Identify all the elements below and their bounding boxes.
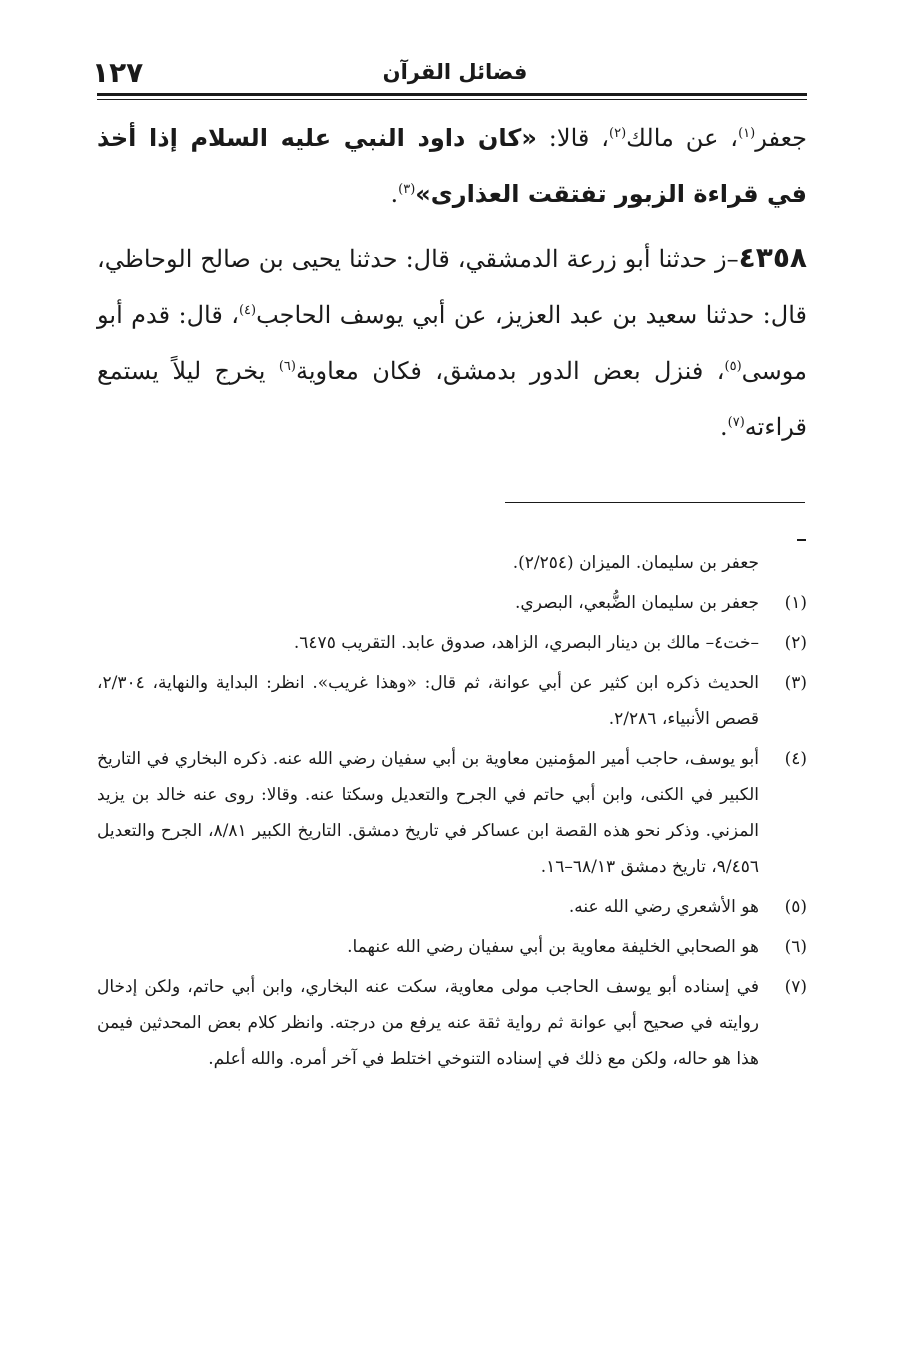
footnote-text: في إسناده أبو يوسف الحاجب مولى معاوية، سكت عنه البخاري، وابن أبي حاتم، ولكن إدخال روايته في صحيح أبي عوانة ثم رواية ثقة عنه يرفع من درجته. وانظر كلام بعض المحدثين فيمن هذا هو حاله، ولكن مع ذلك في إسناده التنوخي اختلط في آخر أمره. والله أعلم.: [97, 977, 759, 1069]
footnotes: [97, 545, 807, 1077]
footnote-number: (٦): [784, 937, 807, 957]
footnote-ref: (١): [738, 126, 756, 141]
footnote-continuation: جعفر بن سليمان. الميزان (٢/٢٥٤).: [512, 553, 759, 573]
footnote-item: [97, 665, 807, 737]
footnote-number: (٢): [784, 633, 807, 653]
footnote-number: (١): [784, 593, 807, 613]
text-segment: ، قالا:: [536, 124, 610, 152]
footnote-ref: (٣): [398, 182, 416, 197]
footnote-text: أبو يوسف، حاجب أمير المؤمنين معاوية بن أبي سفيان رضي الله عنه. ذكره البخاري في التاريخ الكبير في الكنى، وابن أبي حاتم في الجرح والتعديل وسكتا عنه. وقالا: روى عنه خالد بن يزيد المزني. وذكر نحو هذه القصة ابن عساكر في تاريخ دمشق. التاريخ الكبير ٨/٨١، الجرح والتعديل ٩/٤٥٦، تاريخ دمشق ٦٨/١٣–١٦.: [97, 749, 760, 877]
footnote-ref: (٢): [609, 126, 627, 141]
footnote-ref: (٦): [278, 359, 296, 374]
footnote-item: [97, 969, 807, 1077]
header-rule-thin: [97, 99, 807, 100]
footnote-text: –خت٤– مالك بن دينار البصري، الزاهد، صدوق عابد. التقريب ٦٤٧٥.: [293, 633, 759, 653]
footnote-ref: (٤): [238, 303, 257, 318]
text-segment: ، عن مالك: [626, 124, 739, 152]
footnote-text: الحديث ذكره ابن كثير عن أبي عوانة، ثم قال: «وهذا غريب». انظر: البداية والنهاية، ٢/٣٠٤، قصص الأنبياء، ٢/٢٨٦.: [97, 673, 759, 729]
footnote-continuation-mark: [797, 539, 806, 541]
footnote-text: هو الأشعري رضي الله عنه.: [568, 897, 759, 917]
main-text: [97, 110, 807, 455]
footnote-number: (٤): [784, 749, 807, 769]
footnote-item: [97, 741, 807, 885]
footnote-number: (٣): [784, 673, 807, 693]
text-segment: يخرج ليلاً يستمع قراءته: [97, 357, 807, 441]
hadith-number: ٤٣٥٨: [738, 241, 807, 274]
footnote-item: [97, 929, 807, 965]
footnote-number: (٧): [784, 977, 807, 997]
header-rule-thick: [97, 93, 807, 96]
footnote-number: (٥): [784, 897, 807, 917]
text-segment: ، فنزل بعض الدور بدمشق، فكان معاوية: [295, 357, 725, 385]
footnote-text: هو الصحابي الخليفة معاوية بن أبي سفيان رضي الله عنهما.: [347, 937, 759, 957]
text-segment: –ز حدثنا أبو زرعة الدمشقي، قال: حدثنا يحيى بن صالح الوحاظي، قال: حدثنا سعيد بن عبد العزيز، عن أبي يوسف الحاجب: [97, 245, 807, 329]
text-segment: .: [390, 180, 399, 208]
paragraph-continuation: [97, 110, 807, 222]
text-segment: ، قال: قدم أبو موسى: [97, 301, 808, 385]
footnote-item: [97, 585, 807, 621]
footnote-ref: (٥): [724, 359, 742, 374]
running-title: فضائل القرآن: [382, 60, 528, 84]
text-segment: جعفر: [755, 124, 807, 152]
footnote-separator: [505, 502, 805, 503]
text-segment: .: [720, 413, 728, 441]
hadith-paragraph: [97, 230, 807, 455]
hadith-quote: «كان داود النبي عليه السلام إذا أخذ في قراءة الزبور تفتقت العذارى»: [97, 124, 807, 208]
footnote-item: [97, 889, 807, 925]
page-number: ١٢٧: [92, 56, 144, 89]
footnote-item: [97, 625, 807, 661]
footnote-text: جعفر بن سليمان الضُّبعي، البصري.: [515, 593, 759, 613]
footnote-ref: (٧): [727, 415, 745, 430]
